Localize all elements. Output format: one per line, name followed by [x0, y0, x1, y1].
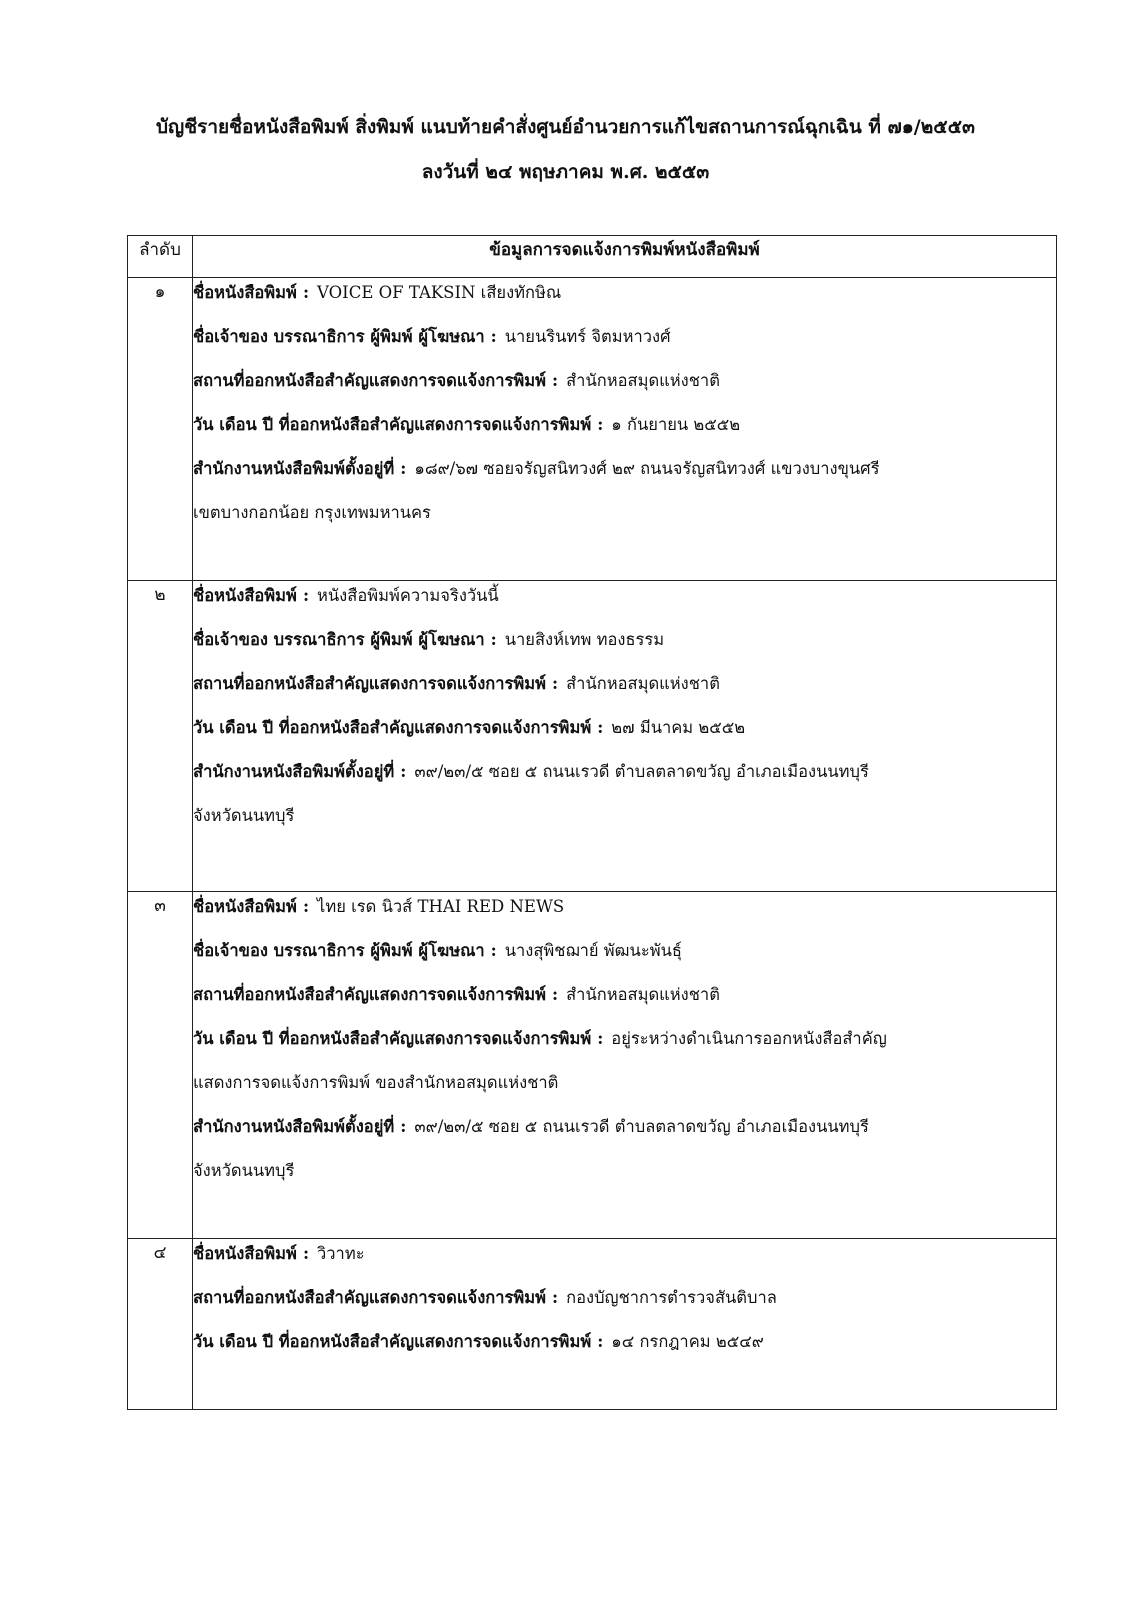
- field-label: ชื่อเจ้าของ บรรณาธิการ ผู้พิมพ์ ผู้โฆษณา: [193, 630, 485, 649]
- owner-line: [193, 936, 1056, 980]
- field-colon: :: [552, 985, 559, 1004]
- column-header-order: ลำดับ: [128, 236, 193, 278]
- table-header-row: [128, 236, 1057, 278]
- issue-date-continued: แสดงการจดแจ้งการพิมพ์ ของสำนักหอสมุดแห่งชาติ: [193, 1073, 559, 1092]
- owner-name: นายสิงห์เทพ ทองธรรม: [504, 630, 665, 649]
- field-colon: :: [490, 327, 497, 346]
- field-colon: :: [597, 718, 604, 737]
- issue-date-line: [193, 1024, 1056, 1068]
- row-info-cell: [193, 278, 1057, 581]
- field-colon: :: [400, 1117, 407, 1136]
- field-colon: :: [597, 1029, 604, 1048]
- field-label: สถานที่ออกหนังสือสำคัญแสดงการจดแจ้งการพิมพ์: [193, 371, 547, 390]
- field-label: วัน เดือน ปี ที่ออกหนังสือสำคัญแสดงการจดแจ้งการพิมพ์: [193, 415, 592, 434]
- field-label: ชื่อหนังสือพิมพ์: [193, 283, 297, 302]
- field-colon: :: [302, 283, 310, 302]
- owner-line: [193, 322, 1056, 366]
- issuing-place: กองบัญชาการตำรวจสันติบาล: [566, 1288, 777, 1307]
- field-label: ชื่อเจ้าของ บรรณาธิการ ผู้พิมพ์ ผู้โฆษณา: [193, 327, 485, 346]
- issue-date: ๒๗ มีนาคม ๒๕๕๒: [611, 718, 746, 737]
- document-date-line: ลงวันที่ ๒๔ พฤษภาคม พ.ศ. ๒๕๕๓: [421, 161, 710, 183]
- field-colon: :: [552, 371, 559, 390]
- field-label: สำนักงานหนังสือพิมพ์ตั้งอยู่ที่: [193, 762, 395, 781]
- field-label: วัน เดือน ปี ที่ออกหนังสือสำคัญแสดงการจดแจ้งการพิมพ์: [193, 1029, 592, 1048]
- field-colon: :: [302, 586, 310, 605]
- field-colon: :: [597, 1332, 604, 1351]
- office-address-line: [193, 1112, 1056, 1156]
- field-colon: :: [400, 762, 407, 781]
- newspaper-name: ไทย เรด นิวส์ THAI RED NEWS: [317, 897, 565, 916]
- field-label: ชื่อหนังสือพิมพ์: [193, 1244, 297, 1263]
- row-order-number: ๔: [128, 1239, 193, 1410]
- field-colon: :: [302, 1244, 310, 1263]
- office-address-continued: จังหวัดนนทบุรี: [193, 1161, 295, 1180]
- field-label: ชื่อหนังสือพิมพ์: [193, 897, 297, 916]
- issuing-place-line: [193, 980, 1056, 1024]
- field-colon: :: [552, 674, 559, 693]
- newspaper-name-line: [193, 278, 1056, 322]
- owner-name: นางสุพิชฌาย์ พัฒนะพันธุ์: [504, 941, 682, 960]
- table-row: [128, 892, 1057, 1239]
- newspaper-name: วิวาทะ: [317, 1244, 365, 1263]
- row-info-cell: [193, 581, 1057, 892]
- issuing-place-line: [193, 366, 1056, 410]
- row-info-cell: [193, 1239, 1057, 1410]
- issue-date-line: [193, 713, 1056, 757]
- field-colon: :: [490, 941, 497, 960]
- field-label: สำนักงานหนังสือพิมพ์ตั้งอยู่ที่: [193, 1117, 395, 1136]
- newspaper-records-table: [127, 235, 1057, 1410]
- field-colon: :: [302, 897, 310, 916]
- field-label: ชื่อเจ้าของ บรรณาธิการ ผู้พิมพ์ ผู้โฆษณา: [193, 941, 485, 960]
- issuing-place: สำนักหอสมุดแห่งชาติ: [566, 371, 720, 390]
- office-address-continued: เขตบางกอกน้อย กรุงเทพมหานคร: [193, 503, 431, 522]
- newspaper-name-line: [193, 581, 1056, 625]
- office-address: ๑๘๙/๖๗ ซอยจรัญสนิทวงศ์ ๒๙ ถนนจรัญสนิทวงศ์ แขวงบางขุนศรี: [414, 459, 880, 478]
- office-address-line: [193, 454, 1056, 498]
- row-order-number: ๒: [128, 581, 193, 892]
- table-row: [128, 581, 1057, 892]
- office-address: ๓๙/๒๓/๕ ซอย ๕ ถนนเรวดี ตำบลตลาดขวัญ อำเภอเมืองนนทบุรี: [414, 762, 869, 781]
- owner-line: [193, 625, 1056, 669]
- table-row: [128, 278, 1057, 581]
- issue-date: ๑๔ กรกฎาคม ๒๕๔๙: [611, 1332, 764, 1351]
- field-label: สถานที่ออกหนังสือสำคัญแสดงการจดแจ้งการพิมพ์: [193, 674, 547, 693]
- issue-date-line: [193, 410, 1056, 454]
- document-title: บัญชีรายชื่อหนังสือพิมพ์ สิ่งพิมพ์ แนบท้ายคำสั่งศูนย์อำนวยการแก้ไขสถานการณ์ฉุกเฉิน ที่ ๗๑/๒๕๕๓: [155, 116, 976, 138]
- row-order-number: ๓: [128, 892, 193, 1239]
- field-label: วัน เดือน ปี ที่ออกหนังสือสำคัญแสดงการจดแจ้งการพิมพ์: [193, 718, 592, 737]
- field-label: สำนักงานหนังสือพิมพ์ตั้งอยู่ที่: [193, 459, 395, 478]
- row-order-number: ๑: [128, 278, 193, 581]
- field-label: สถานที่ออกหนังสือสำคัญแสดงการจดแจ้งการพิมพ์: [193, 985, 547, 1004]
- field-label: สถานที่ออกหนังสือสำคัญแสดงการจดแจ้งการพิมพ์: [193, 1288, 547, 1307]
- newspaper-name-line: [193, 1239, 1056, 1283]
- issue-date-line: [193, 1327, 1056, 1371]
- row-info-cell: [193, 892, 1057, 1239]
- issuing-place-line: [193, 1283, 1056, 1327]
- field-colon: :: [552, 1288, 559, 1307]
- newspaper-name-line: [193, 892, 1056, 936]
- column-header-info: ข้อมูลการจดแจ้งการพิมพ์หนังสือพิมพ์: [193, 236, 1057, 278]
- office-address-line: [193, 757, 1056, 801]
- field-colon: :: [597, 415, 604, 434]
- table-row: [128, 1239, 1057, 1410]
- office-address: ๓๙/๒๓/๕ ซอย ๕ ถนนเรวดี ตำบลตลาดขวัญ อำเภอเมืองนนทบุรี: [414, 1117, 869, 1136]
- issue-date: อยู่ระหว่างดำเนินการออกหนังสือสำคัญ: [611, 1029, 887, 1048]
- field-colon: :: [490, 630, 497, 649]
- issuing-place: สำนักหอสมุดแห่งชาติ: [566, 985, 720, 1004]
- field-label: ชื่อหนังสือพิมพ์: [193, 586, 297, 605]
- field-label: วัน เดือน ปี ที่ออกหนังสือสำคัญแสดงการจดแจ้งการพิมพ์: [193, 1332, 592, 1351]
- field-colon: :: [400, 459, 407, 478]
- newspaper-name: หนังสือพิมพ์ความจริงวันนี้: [317, 586, 499, 605]
- office-address-continued: จังหวัดนนทบุรี: [193, 806, 295, 825]
- newspaper-name: VOICE OF TAKSIN เสียงทักษิณ: [317, 283, 562, 302]
- owner-name: นายนรินทร์ จิตมหาวงศ์: [504, 327, 671, 346]
- issuing-place: สำนักหอสมุดแห่งชาติ: [566, 674, 720, 693]
- issuing-place-line: [193, 669, 1056, 713]
- issue-date: ๑ กันยายน ๒๕๕๒: [611, 415, 741, 434]
